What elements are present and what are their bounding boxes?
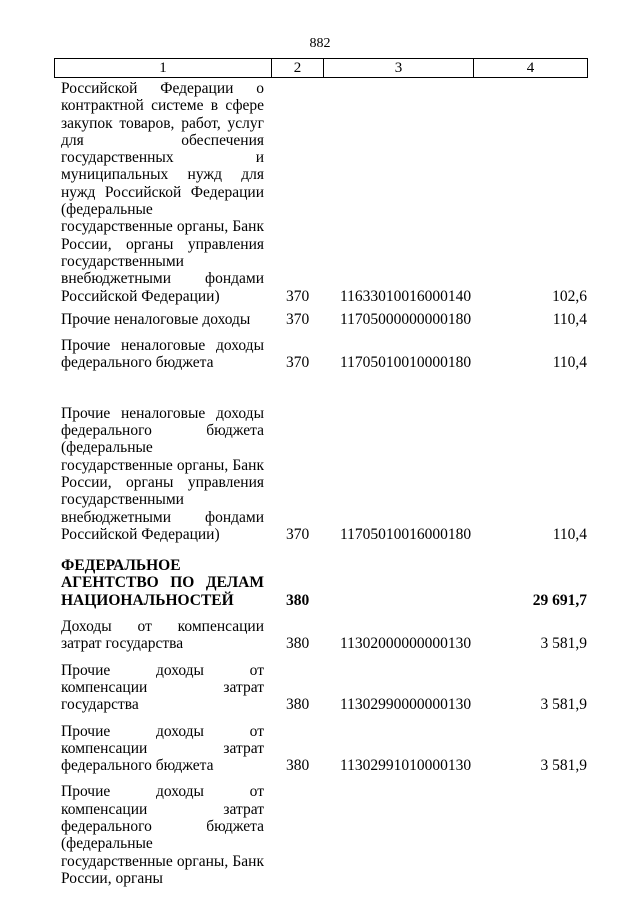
row-code: 370 [286,287,310,305]
row-kbk: 11705000000000180 [340,310,472,328]
row-kbk: 11302990000000130 [340,696,472,714]
table-row [0,723,640,775]
row-amount: 102,6 [552,287,587,305]
row-description: Прочие доходы от компенсации затрат федерального бюджета (федеральные государственные органы, Банк России, органы [61,783,264,887]
row-amount: 110,4 [552,354,587,372]
row-description: Прочие неналоговые доходы федерального бюджета (федеральные государственные органы, Банк России, органы управления государственными внебюджетными фондами Российской Федерации) [61,404,264,543]
row-code: 380 [286,696,310,714]
header-col-2: 2 [271,59,323,77]
row-kbk: 11633010016000140 [340,287,472,305]
row-code: 380 [286,757,310,775]
table-header [54,58,588,78]
table-row [0,618,640,653]
table-row [0,337,640,372]
row-amount: 3 581,9 [540,696,587,714]
row-description: Прочие неналоговые доходы федерального бюджета [61,337,264,372]
table-row-section [0,557,640,609]
row-description: Прочие неналоговые доходы [61,310,251,328]
row-code: 370 [286,354,310,372]
row-description: Прочие доходы от компенсации затрат государства [61,661,264,714]
row-description: Прочие доходы от компенсации затрат федерального бюджета [61,722,264,775]
row-code: 380 [286,635,310,653]
row-kbk: 11705010016000180 [340,525,472,543]
row-amount: 29 691,7 [532,591,587,609]
table-row [0,80,640,305]
row-amount: 3 581,9 [540,635,587,653]
table-row [0,783,640,887]
header-col-1: 1 [159,60,167,76]
row-amount: 3 581,9 [540,757,587,775]
table-row [0,405,640,543]
row-code: 370 [286,310,310,328]
row-description: Российской Федерации о контрактной системе в сфере закупок товаров, работ, услуг для обеспечения государственных и муниципальных нужд для нужд Российской Федерации (федеральные государственные органы, Банк России, органы управления государственными внебюджетными фондами Российской Федерации) [61,80,264,305]
header-col-3: 3 [323,59,473,77]
row-description: Доходы от компенсации затрат государства [61,618,264,653]
table-row [0,311,640,328]
row-code: 370 [286,525,310,543]
page-number: 882 [309,36,331,51]
row-kbk: 11302000000000130 [340,635,472,653]
row-amount: 110,4 [552,310,587,328]
table-body [0,80,640,887]
header-col-4: 4 [473,59,587,77]
row-kbk: 11302991010000130 [340,757,472,775]
table-row [0,662,640,714]
row-description: ФЕДЕРАЛЬНОЕ АГЕНТСТВО ПО ДЕЛАМ НАЦИОНАЛЬНОСТЕЙ [61,557,264,609]
row-code: 380 [286,591,310,609]
row-amount: 110,4 [552,525,587,543]
row-kbk: 11705010010000180 [340,354,472,372]
